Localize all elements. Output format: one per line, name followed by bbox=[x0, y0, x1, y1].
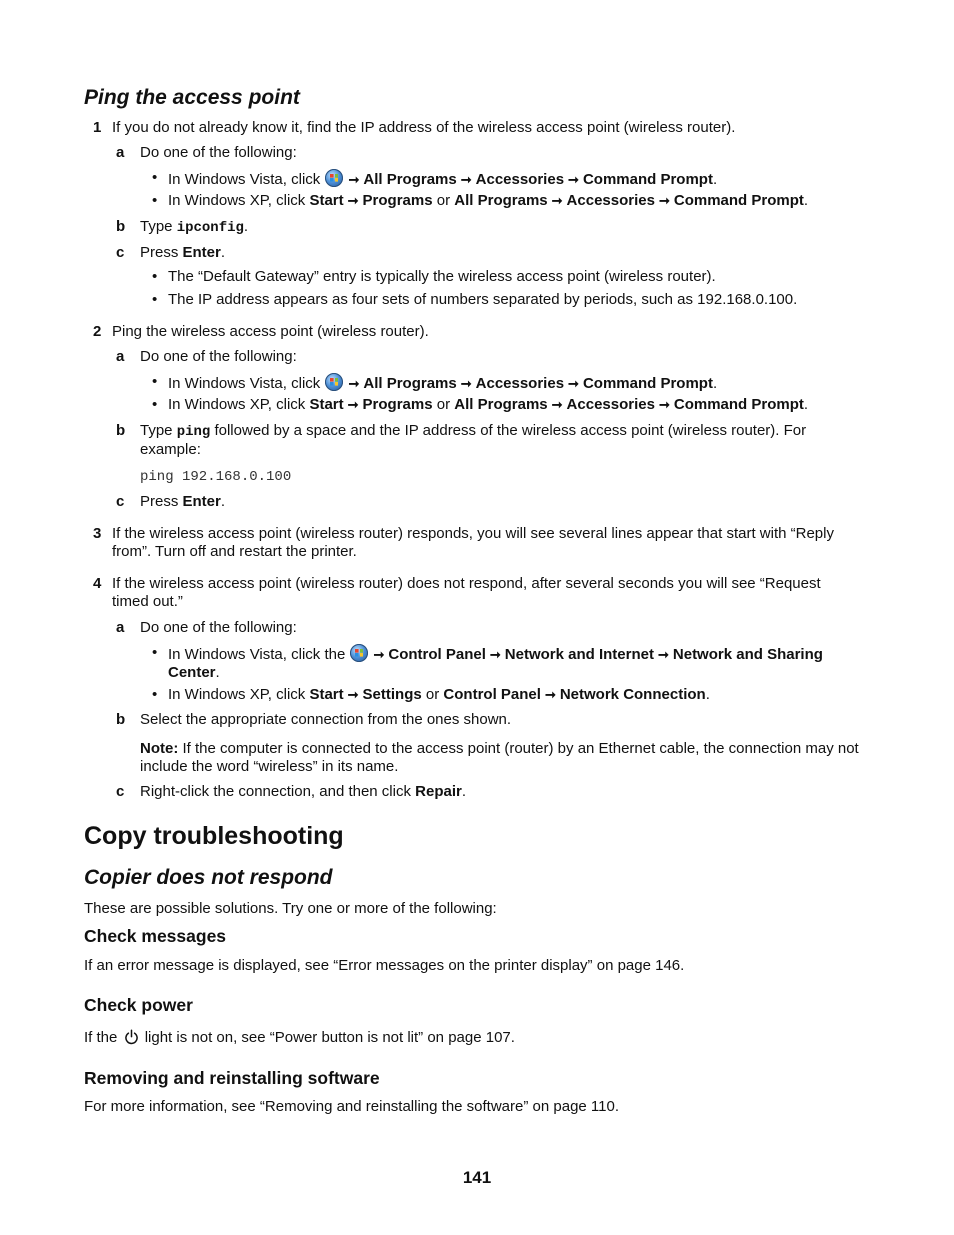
heading-check-messages: Check messages bbox=[84, 926, 227, 946]
substep-letter: a bbox=[116, 619, 125, 636]
xp-instruction: In Windows XP, click Start ➞ Programs or All Programs ➞ Accessories ➞ Command Prompt. bbox=[168, 192, 809, 209]
page-number: 141 bbox=[462, 1168, 492, 1187]
substep-text: Do one of the following: bbox=[140, 348, 297, 365]
substep-letter: b bbox=[116, 711, 126, 728]
substep-letter: c bbox=[116, 244, 125, 261]
substep-letter: b bbox=[116, 218, 126, 235]
body-text: If an error message is displayed, see “Error messages on the printer display” on page 146. bbox=[84, 957, 685, 974]
code-example: ping 192.168.0.100 bbox=[140, 469, 292, 485]
step-text: If the wireless access point (wireless router) does not respond, after several seconds you will see “Request timed out.” bbox=[112, 575, 821, 610]
bullet-text: The IP address appears as four sets of numbers separated by periods, such as 192.168.0.100. bbox=[168, 291, 798, 308]
chapter-title: Copy troubleshooting bbox=[84, 822, 344, 850]
bullet: • bbox=[152, 192, 158, 209]
step-text: If the wireless access point (wireless router) responds, you will see several lines appear that start with “Reply from”. Turn off and restart the printer. bbox=[112, 525, 834, 560]
section-title-ping: Ping the access point bbox=[84, 86, 300, 109]
bullet: • bbox=[152, 373, 158, 390]
intro-text: These are possible solutions. Try one or more of the following: bbox=[84, 900, 497, 917]
step-text: Ping the wireless access point (wireless router). bbox=[112, 323, 429, 340]
vista-instruction: In Windows Vista, click ➞ All Programs ➞ Accessories ➞ Command Prompt. bbox=[168, 171, 718, 188]
substep-letter: a bbox=[116, 144, 125, 161]
substep-letter: c bbox=[116, 783, 125, 800]
bullet: • bbox=[152, 686, 158, 703]
step-number: 3 bbox=[93, 525, 102, 542]
substep-text: Do one of the following: bbox=[140, 619, 297, 636]
substep-text: Press Enter. bbox=[140, 244, 226, 261]
substep-text: Press Enter. bbox=[140, 493, 226, 510]
bullet-text: The “Default Gateway” entry is typically the wireless access point (wireless router). bbox=[168, 268, 716, 285]
body-text: For more information, see “Removing and reinstalling the software” on page 110. bbox=[84, 1098, 619, 1115]
command-text: ping bbox=[176, 424, 211, 440]
command-text: ipconfig bbox=[176, 220, 244, 236]
substep-letter: c bbox=[116, 493, 125, 510]
bullet: • bbox=[152, 291, 158, 308]
section-title-copier: Copier does not respond bbox=[84, 866, 333, 889]
power-icon bbox=[124, 1029, 139, 1045]
step-number: 2 bbox=[93, 323, 102, 340]
substep-text: Right-click the connection, and then click Repair. bbox=[140, 783, 467, 800]
bullet: • bbox=[152, 268, 158, 285]
substep-text: Do one of the following: bbox=[140, 144, 297, 161]
body-text: If the light is not on, see “Power button is not lit” on page 107. bbox=[84, 1029, 515, 1046]
substep-text: Type ping followed by a space and the IP address of the wireless access point (wireless router). For example: bbox=[140, 422, 807, 458]
substep-letter: b bbox=[116, 422, 126, 439]
windows-start-icon bbox=[325, 169, 343, 187]
xp-instruction: In Windows XP, click Start ➞ Settings or Control Panel ➞ Network Connection. bbox=[168, 686, 710, 703]
step-number: 1 bbox=[93, 119, 102, 136]
substep-letter: a bbox=[116, 348, 125, 365]
windows-start-icon bbox=[350, 644, 368, 662]
step-text: If you do not already know it, find the IP address of the wireless access point (wireless router). bbox=[112, 119, 736, 136]
bullet: • bbox=[152, 644, 158, 661]
bullet: • bbox=[152, 396, 158, 413]
windows-start-icon bbox=[325, 373, 343, 391]
heading-check-power: Check power bbox=[84, 995, 193, 1015]
note-label: Note: bbox=[140, 740, 179, 757]
step-number: 4 bbox=[93, 575, 102, 592]
bullet: • bbox=[152, 169, 158, 186]
substep-text: Select the appropriate connection from the ones shown. bbox=[140, 711, 512, 728]
substep-text: Type ipconfig. bbox=[140, 218, 249, 236]
vista-instruction: In Windows Vista, click the ➞ Control Panel ➞ Network and Internet ➞ Network and Sharing Center. bbox=[168, 646, 823, 681]
heading-reinstall: Removing and reinstalling software bbox=[84, 1068, 380, 1088]
xp-instruction: In Windows XP, click Start ➞ Programs or All Programs ➞ Accessories ➞ Command Prompt. bbox=[168, 396, 809, 413]
vista-instruction: In Windows Vista, click ➞ All Programs ➞ Accessories ➞ Command Prompt. bbox=[168, 375, 718, 392]
note: Note: If the computer is connected to the access point (router) by an Ethernet cable, the connection may not include the word “wireless” in its name. bbox=[140, 740, 859, 775]
